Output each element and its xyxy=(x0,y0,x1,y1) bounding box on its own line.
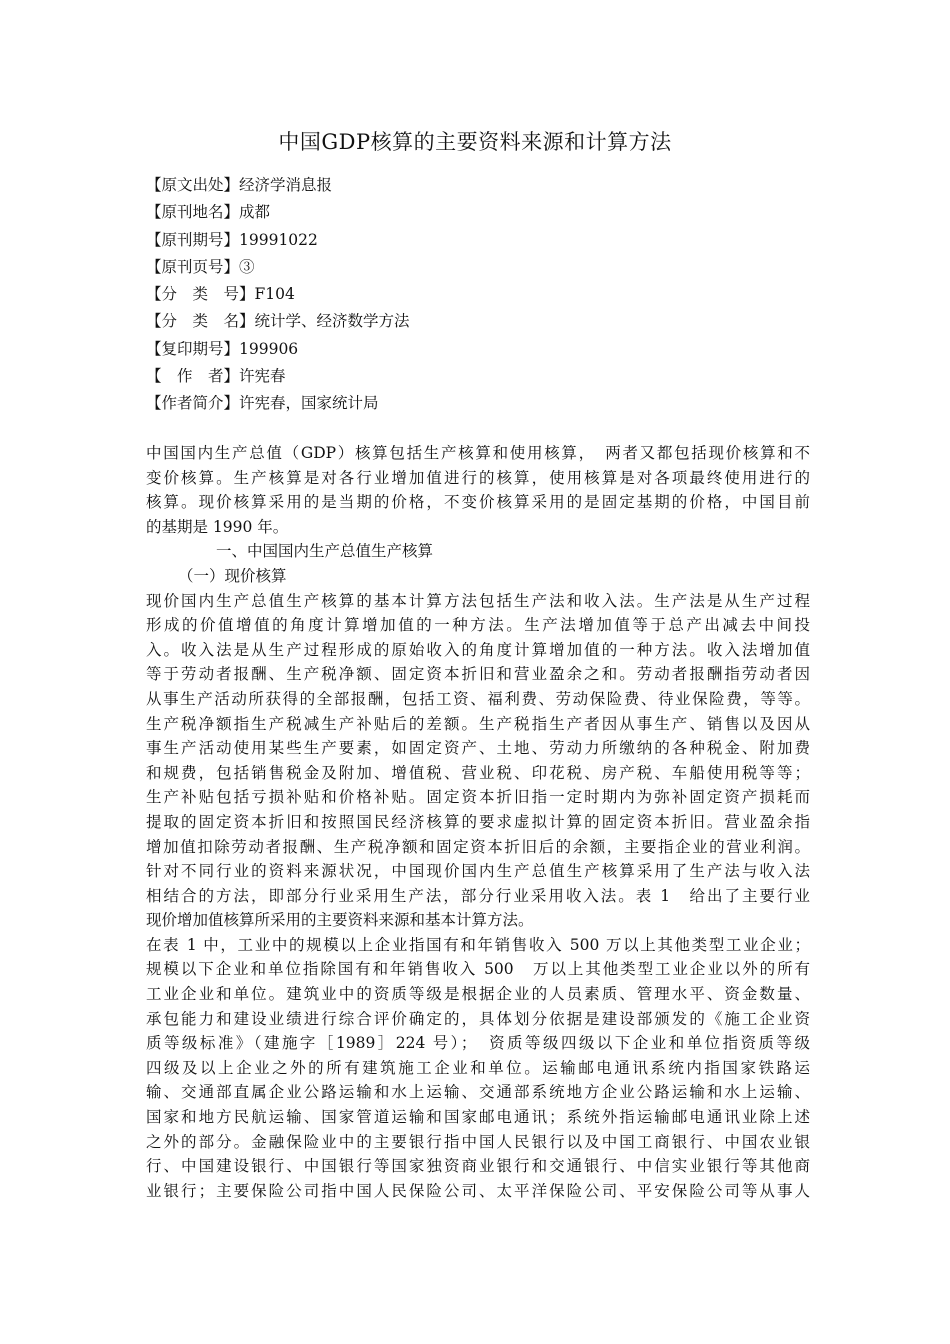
meta-class-name: 【分 类 名】统计学、经济数学方法 xyxy=(146,312,410,331)
meta-issue: 【原刊期号】19991022 xyxy=(146,230,318,249)
text-line: 质等级标准》（建施字［1989］224 号）； 资质等级四级以下企业和单位指资质等级 xyxy=(146,1034,810,1053)
article-body xyxy=(146,441,810,1203)
text-line: 针对不同行业的资料来源状况，中国现价国内生产总值生产核算采用了生产法与收入法 xyxy=(146,862,810,881)
text-line: 入。收入法是从生产过程形成的原始收入的角度计算增加值的一种方法。收入法增加值 xyxy=(146,640,810,659)
text-line: 行、中国建设银行、中国银行等国家独资商业银行和交通银行、中信实业银行等其他商 xyxy=(146,1157,810,1176)
text-line: 形成的价值增值的角度计算增加值的一种方法。生产法增加值等于总产出减去中间投 xyxy=(146,616,810,635)
text-line: 中国国内生产总值（GDP）核算包括生产核算和使用核算， 两者又都包括现价核算和不 xyxy=(146,444,810,462)
text-line: 现价国内生产总值生产核算的基本计算方法包括生产法和收入法。生产法是从生产过程 xyxy=(146,591,810,610)
text-line: 变价核算。生产核算是对各行业增加值进行的核算，使用核算是对各项最终使用进行的 xyxy=(146,468,810,487)
text-line: 国家和地方民航运输、国家管道运输和国家邮电通讯；系统外指运输邮电通讯业除上述 xyxy=(146,1108,810,1127)
text-line: 规模以下企业和单位指除国有和年销售收入 500 万以上其他类型工业企业以外的所有 xyxy=(146,960,810,979)
text-line: 的基期是 1990 年。 xyxy=(146,517,289,536)
text-line: 等于劳动者报酬、生产税净额、固定资本折旧和营业盈余之和。劳动者报酬指劳动者因 xyxy=(146,665,810,684)
text-line: 从事生产活动所获得的全部报酬，包括工资、福利费、劳动保险费、待业保险费，等等。 xyxy=(146,689,810,708)
document-title: 中国GDP核算的主要资料来源和计算方法 xyxy=(278,130,672,154)
text-line: 提取的固定资本折旧和按照国民经济核算的要求虚拟计算的固定资本折旧。营业盈余指 xyxy=(146,812,810,831)
text-line: 现价增加值核算所采用的主要资料来源和基本计算方法。 xyxy=(146,911,534,930)
text-line: 在表 1 中，工业中的规模以上企业指国有和年销售收入 500 万以上其他类型工业企业； xyxy=(146,935,810,954)
text-line: 承包能力和建设业绩进行综合评价确定的，具体划分依据是建设部颁发的《施工企业资 xyxy=(146,1009,810,1028)
text-line: 业银行；主要保险公司指中国人民保险公司、太平洋保险公司、平安保险公司等从事人 xyxy=(146,1181,810,1200)
text-line: 增加值扣除劳动者报酬、生产税净额和固定资本折旧后的余额，主要指企业的营业利润。 xyxy=(146,837,810,856)
meta-page: 【原刊页号】③ xyxy=(146,257,255,276)
article-metadata xyxy=(146,172,826,418)
meta-place: 【原刊地名】成都 xyxy=(146,203,271,222)
text-line: 生产税净额指生产税减生产补贴后的差额。生产税指生产者因从事生产、销售以及因从 xyxy=(146,714,810,733)
meta-source: 【原文出处】经济学消息报 xyxy=(146,176,333,194)
text-line: 之外的部分。金融保险业中的主要银行指中国人民银行以及中国工商银行、中国农业银 xyxy=(146,1132,810,1151)
meta-reprint-issue: 【复印期号】199906 xyxy=(146,339,299,358)
meta-author-bio: 【作者简介】许宪春，国家统计局 xyxy=(146,394,379,413)
text-line: 和规费，包括销售税金及附加、增值税、营业税、印花税、房产税、车船使用税等等； xyxy=(146,763,810,782)
subsection-heading: （一）现价核算 xyxy=(178,566,287,585)
text-line: 事生产活动使用某些生产要素，如固定资产、土地、劳动力所缴纳的各种税金、附加费 xyxy=(146,739,810,758)
meta-author: 【 作 者】许宪春 xyxy=(146,367,286,386)
text-line: 输、交通部直属企业公路运输和水上运输、交通部系统地方企业公路运输和水上运输、 xyxy=(146,1083,810,1102)
text-line: 相结合的方法，即部分行业采用生产法，部分行业采用收入法。表 1 给出了主要行业 xyxy=(146,886,810,905)
section-heading: 一、中国国内生产总值生产核算 xyxy=(216,542,434,561)
text-line: 四级及以上企业之外的所有建筑施工企业和单位。运输邮电通讯系统内指国家铁路运 xyxy=(146,1058,810,1077)
text-line: 工业企业和单位。建筑业中的资质等级是根据企业的人员素质、管理水平、资金数量、 xyxy=(146,985,810,1004)
text-line: 生产补贴包括亏损补贴和价格补贴。固定资本折旧指一定时期内为弥补固定资产损耗而 xyxy=(146,788,810,807)
text-line: 核算。现价核算采用的是当期的价格，不变价核算采用的是固定基期的价格，中国目前 xyxy=(146,493,810,512)
meta-class-number: 【分 类 号】F104 xyxy=(146,285,295,304)
